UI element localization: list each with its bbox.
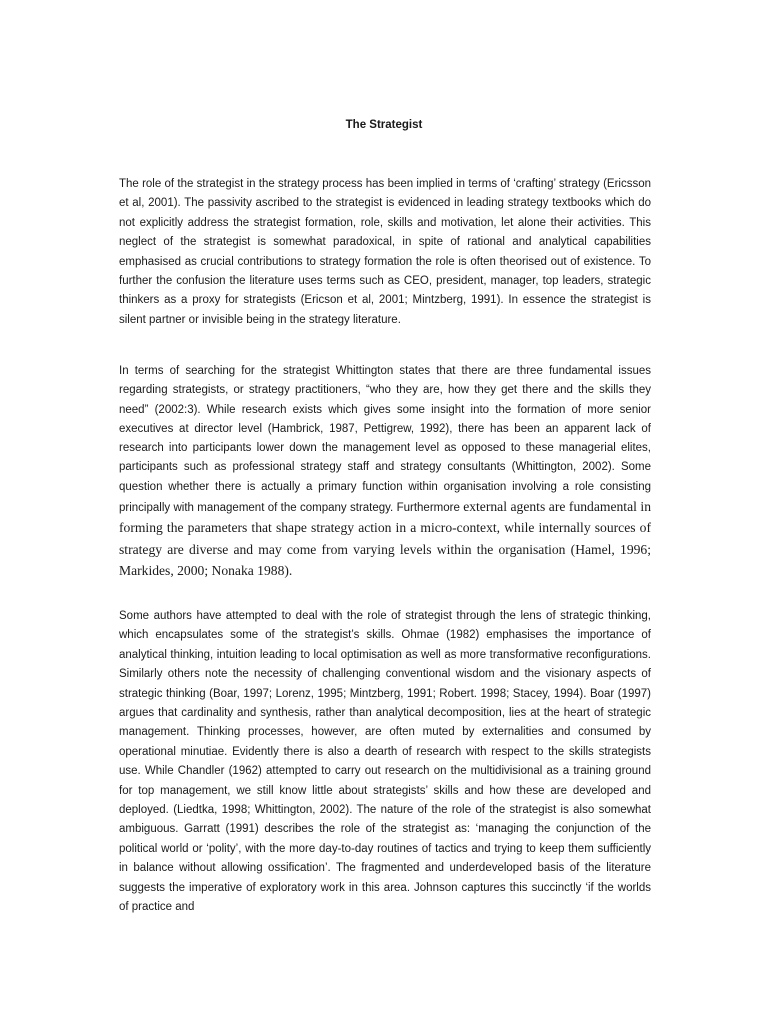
paragraph-2-serif-text: external agents are fundamental in forming the parameters that shape strategy action in a micro-context, while internally sources of strategy are diverse and may come from varying levels within the organisation (Hamel, 1996; Markides, 2000; Nonaka 1988).	[119, 499, 651, 578]
paragraph-1: The role of the strategist in the strategy process has been implied in terms of ‘crafting’ strategy (Ericsson et al, 2001). The passivity ascribed to the strategist is evidenced in leading strategy textbooks which do not explicitly address the strategist formation, role, skills and motivation, let alone their activities. This neglect of the strategist is somewhat paradoxical, in spite of rational and analytical capabilities emphasised as crucial contributions to strategy formation the role is often theorised out of existence. To further the confusion the literature uses terms such as CEO, president, manager, top leaders, strategic thinkers as a proxy for strategists (Ericson et al, 2001; Mintzberg, 1991). In essence the strategist is silent partner or invisible being in the strategy literature.	[119, 178, 651, 326]
paragraph-2-text: In terms of searching for the strategist Whittington states that there are three fundamental issues regarding strategists, or strategy practitioners, “who they are, how they get there and the skills they need” (2002:3). While research exists which gives some insight into the formation of more senior executives at director level (Hambrick, 1987, Pettigrew, 1992), there has been an apparent lack of research into participants lower down the management level as opposed to these managerial elites, participants such as professional strategy staff and strategy consultants (Whittington, 2002). Some question whether there is actually a primary function within organisation involving a role consisting principally with management of the company strategy. Furthermore	[119, 365, 651, 515]
paragraph-3: Some authors have attempted to deal with the role of strategist through the lens of strategic thinking, which encapsulates some of the strategist’s skills. Ohmae (1982) emphasises the importance of analytical thinking, intuition leading to local optimisation as well as more transformative reconfigurations. Similarly others note the necessity of challenging conventional wisdom and the visionary aspects of strategic thinking (Boar, 1997; Lorenz, 1995; Mintzberg, 1991; Robert. 1998; Stacey, 1994). Boar (1997) argues that cardinality and synthesis, rather than analytical decomposition, lies at the heart of strategic management. Thinking processes, however, are often muted by externalities and consumed by operational minutiae. Evidently there is also a dearth of research with respect to the skills strategists use. While Chandler (1962) attempted to carry out research on the multidivisional as a training ground for top management, we still know little about strategists’ skills and how these are developed and deployed. (Liedtka, 1998; Whittington, 2002). The nature of the role of the strategist is also somewhat ambiguous. Garratt (1991) describes the role of the strategist as: ‘managing the conjunction of the political world or ‘polity’, with the more day-to-day routines of tactics and trying to keep them sufficiently in balance without allowing ossification’. The fragmented and underdeveloped basis of the literature suggests the imperative of exploratory work in this area. Johnson captures this succinctly ‘if the worlds of practice and	[119, 610, 651, 914]
page-title: The Strategist	[345, 119, 423, 131]
paragraph-2	[119, 362, 651, 582]
